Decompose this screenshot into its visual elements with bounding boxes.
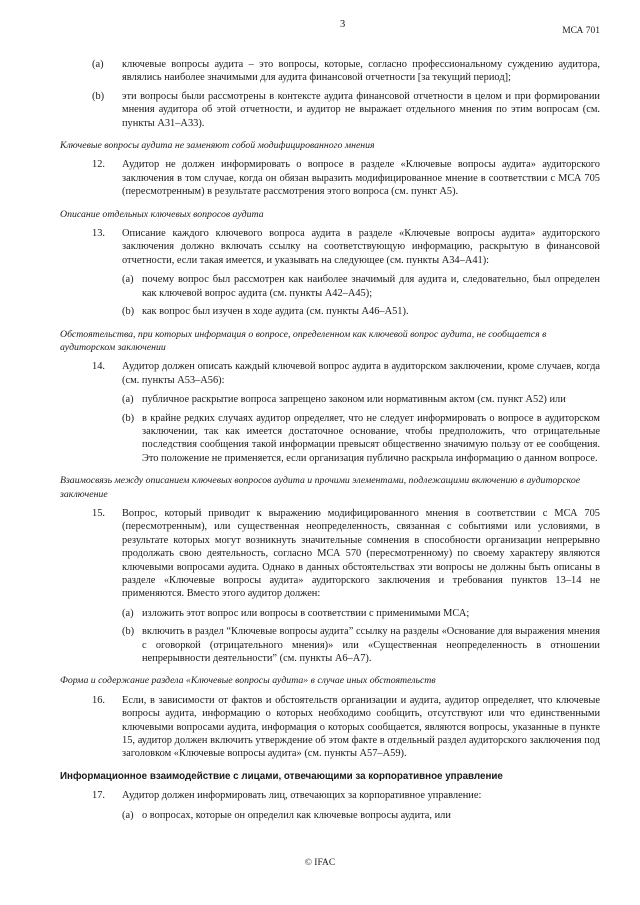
section-heading: Ключевые вопросы аудита не заменяют собой модифицированного мнения — [60, 140, 375, 152]
section-heading: Форма и содержание раздела «Ключевые вопросы аудита» в случае иных обстоятельств — [60, 675, 436, 687]
section-heading: Описание отдельных ключевых вопросов аудита — [60, 208, 264, 220]
list-item: (a) ключевые вопросы аудита – это вопросы, которые, согласно профессиональному суждению аудитора, являлись наиболее значимыми для аудита финансовой отчетности [за текущий период]; — [92, 59, 600, 84]
paragraph-13: 13. Описание каждого ключевого вопроса аудита в разделе «Ключевые вопросы аудита» аудиторского заключения должно включать ссылку на соответствующую информацию, раскрытую в финансовой отчетности, если такая имеется, и указывать на следующее (см. пункты А34–А41): — [92, 228, 600, 266]
list-item: (b) включить в раздел “Ключевые вопросы аудита” ссылку на разделы «Основание для выражения мнения с оговоркой (отрицательного мнения)» или «Существенная неопределенность в отношении непрерывности деятельности” (см. пункты А6–А7). — [122, 626, 600, 665]
list-item: (b) в крайне редких случаях аудитор определяет, что не следует информировать о вопросе в аудиторском заключении, так как имеется достаточное основание, чтобы предположить, что отрицательные последствия сообщения такой информации превысят общественно значимую пользу от ее сообщения. Это положение не применяется, если организация публично раскрыла информацию о данном вопросе. — [122, 412, 600, 464]
footer-copyright: © IFAC — [304, 858, 336, 868]
paragraph-12: 12. Аудитор не должен информировать о вопросе в разделе «Ключевые вопросы аудита» аудиторского заключения в том случае, когда он обязан выразить модифицированное мнение в соответствии с МСА 705 (пересмотренным) в результате рассмотрения этого вопроса (см. пункт А5). — [92, 159, 600, 198]
section-heading: Обстоятельства, при которых информация о вопросе, определенном как ключевой вопрос аудита, не сообщается в аудиторском заключении — [60, 328, 547, 353]
document-body — [60, 58, 600, 827]
section-heading: Взаимосвязь между описанием ключевых вопросов аудита и прочими элементами, подлежащими включению в аудиторское заключение — [60, 475, 581, 500]
paragraph-15: 15. Вопрос, который приводит к выражению модифицированного мнения в соответствии с МСА 705 (пересмотренным), или существенная неопределенность, связанная с событиями или условиями, в результате которых могут возникнуть значительные сомнения в способности организации непрерывно продолжать свою деятельность, согласно МСА 570 (пересмотренному) по своему характеру являются ключевыми вопросами аудита. Однако в данных обстоятельствах эти вопросы не должны быть описаны в разделе «Ключевые вопросы аудита» аудиторского заключения и требования пунктов 13–14 не применяются. Вместо этого аудитор должен: — [92, 507, 600, 600]
list-item: (a) публичное раскрытие вопроса запрещено законом или нормативным актом (см. пункт А52) или — [122, 394, 566, 406]
page-number: 3 — [340, 19, 346, 30]
list-item: (b) эти вопросы были рассмотрены в контексте аудита финансовой отчетности в целом и при формировании мнения аудитора об этой отчетности, и аудитор не выражает отдельного мнения по этим вопросам (см. пункты А31–А33). — [92, 90, 600, 129]
section-heading-bold: Информационное взаимодействие с лицами, отвечающими за корпоративное управление — [60, 770, 503, 782]
list-item: (a) о вопросах, которые он определил как ключевые вопросы аудита, или — [122, 809, 451, 821]
document-code: МСА 701 — [562, 26, 600, 36]
paragraph-16: 16. Если, в зависимости от фактов и обстоятельств организации и аудита, аудитор определяет, что ключевые вопросы аудита, информацию о которых необходимо сообщить, отсутствуют или что единственными ключевыми вопросами аудита, информация о которых сообщается, являются вопросы, указанные в пункте 15, аудитор должен включить утверждение об этом факте в отдельный раздел аудиторского заключения под заголовком «Ключевые вопросы аудита» (см. пункты А57–А59). — [92, 694, 600, 760]
paragraph-17: 17. Аудитор должен информировать лиц, отвечающих за корпоративное управление: — [92, 790, 482, 802]
intro-list — [92, 58, 600, 130]
list-item: (a) изложить этот вопрос или вопросы в соответствии с применимыми МСА; — [122, 607, 470, 619]
list-item: (a) почему вопрос был рассмотрен как наиболее значимый для аудита и, следовательно, был определен как ключевой вопрос аудита (см. пункты А42–А45); — [122, 274, 600, 299]
list-item: (b) как вопрос был изучен в ходе аудита (см. пункты А46–А51). — [122, 306, 409, 318]
paragraph-14: 14. Аудитор должен описать каждый ключевой вопрос аудита в аудиторском заключении, кроме случаев, когда (см. пункты А53–А56): — [92, 361, 600, 386]
